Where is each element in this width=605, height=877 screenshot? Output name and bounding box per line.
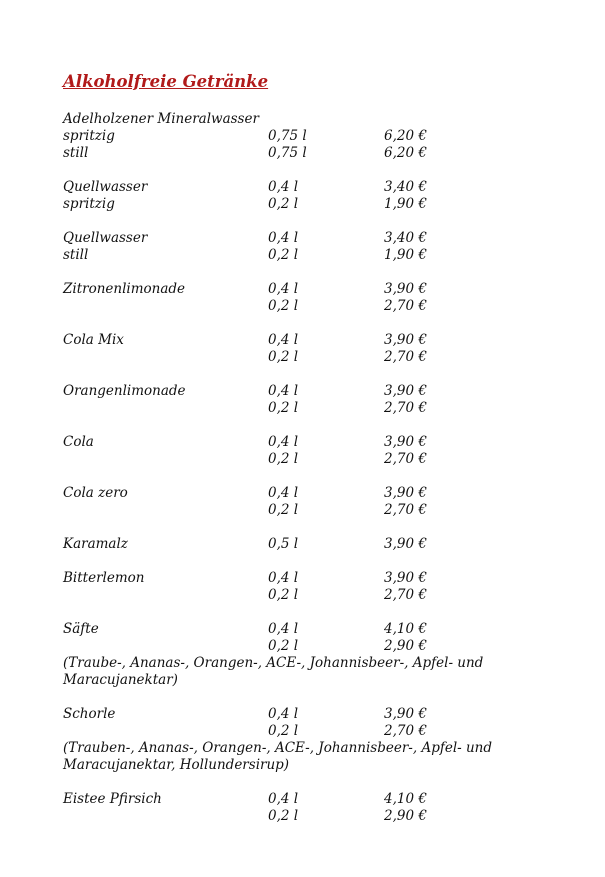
drink-volume: 0,4 l [268, 230, 299, 246]
drink-row [63, 145, 583, 162]
drink-row [63, 485, 583, 502]
drink-volume: 0,2 l [268, 451, 299, 467]
drink-row [63, 451, 583, 468]
drink-group [63, 791, 583, 825]
drink-volume: 0,4 l [268, 706, 299, 722]
drink-name: Karamalz [63, 536, 128, 552]
drink-name: Cola Mix [63, 332, 124, 348]
drink-row [63, 230, 583, 247]
drink-price: 2,70 € [384, 400, 427, 416]
drink-row [63, 434, 583, 451]
drink-name: Zitronenlimonade [63, 281, 186, 297]
drink-price: 4,10 € [384, 791, 427, 807]
drink-volume: 0,4 l [268, 383, 299, 399]
drink-volume: 0,2 l [268, 502, 299, 518]
drink-volume: 0,2 l [268, 400, 299, 416]
drink-price: 2,70 € [384, 298, 427, 314]
drink-group [63, 179, 583, 213]
drink-price: 3,90 € [384, 434, 427, 450]
drink-volume: 0,2 l [268, 808, 299, 824]
drink-row [63, 281, 583, 298]
drink-row [63, 587, 583, 604]
drink-row [63, 179, 583, 196]
drink-price: 1,90 € [384, 196, 427, 212]
drink-price: 2,90 € [384, 638, 427, 654]
drink-name: Bitterlemon [63, 570, 145, 586]
drink-name: Orangenlimonade [63, 383, 186, 399]
drink-group-note: (Trauben-, Ananas-, Orangen-, ACE-, Johannisbeer-, Apfel- und Maracujanektar, Hollundersirup) [63, 740, 493, 773]
drink-price: 3,40 € [384, 230, 427, 246]
drink-price: 2,70 € [384, 451, 427, 467]
drink-price: 2,70 € [384, 723, 427, 739]
menu-page [63, 71, 583, 842]
drink-price: 2,70 € [384, 349, 427, 365]
drink-price: 3,90 € [384, 332, 427, 348]
drink-price: 3,90 € [384, 485, 427, 501]
drink-volume: 0,2 l [268, 349, 299, 365]
drink-volume: 0,5 l [268, 536, 299, 552]
drink-volume: 0,75 l [268, 145, 307, 161]
drink-price: 3,40 € [384, 179, 427, 195]
drink-price: 4,10 € [384, 621, 427, 637]
drink-row [63, 349, 583, 366]
drink-group [63, 621, 583, 689]
drink-row [63, 621, 583, 638]
drink-volume: 0,2 l [268, 247, 299, 263]
drink-name: Eistee Pfirsich [63, 791, 162, 807]
drink-row [63, 570, 583, 587]
drink-volume: 0,4 l [268, 485, 299, 501]
drink-name: still [63, 247, 89, 263]
drink-row [63, 706, 583, 723]
drink-volume: 0,2 l [268, 196, 299, 212]
drink-name: Quellwasser [63, 230, 148, 246]
drink-group [63, 111, 583, 162]
drink-row [63, 332, 583, 349]
drink-row [63, 298, 583, 315]
drink-name: Schorle [63, 706, 116, 722]
drink-volume: 0,4 l [268, 434, 299, 450]
drink-volume: 0,4 l [268, 570, 299, 586]
drink-row [63, 791, 583, 808]
drink-volume: 0,75 l [268, 128, 307, 144]
drink-price: 1,90 € [384, 247, 427, 263]
drink-group [63, 706, 583, 774]
page-title: Alkoholfreie Getränke [63, 72, 269, 91]
drink-price: 3,90 € [384, 570, 427, 586]
drink-group [63, 570, 583, 604]
drink-name: spritzig [63, 128, 115, 144]
drink-volume: 0,2 l [268, 298, 299, 314]
drink-price: 3,90 € [384, 706, 427, 722]
drink-group-header: Adelholzener Mineralwasser [63, 111, 259, 127]
drink-row [63, 247, 583, 264]
drink-group [63, 383, 583, 417]
drink-group [63, 281, 583, 315]
drink-name: Quellwasser [63, 179, 148, 195]
drinks-list [63, 111, 583, 825]
drink-row [63, 196, 583, 213]
drink-volume: 0,4 l [268, 281, 299, 297]
drink-volume: 0,2 l [268, 587, 299, 603]
drink-group [63, 485, 583, 519]
drink-group-note: (Traube-, Ananas-, Orangen-, ACE-, Johannisbeer-, Apfel- und Maracujanektar) [63, 655, 484, 688]
drink-name: Cola zero [63, 485, 128, 501]
drink-price: 2,90 € [384, 808, 427, 824]
drink-price: 3,90 € [384, 281, 427, 297]
drink-row [63, 383, 583, 400]
drink-row [63, 536, 583, 553]
drink-row [63, 400, 583, 417]
drink-volume: 0,4 l [268, 791, 299, 807]
drink-volume: 0,2 l [268, 638, 299, 654]
drink-volume: 0,4 l [268, 332, 299, 348]
drink-price: 6,20 € [384, 128, 427, 144]
drink-name: still [63, 145, 89, 161]
drink-row [63, 128, 583, 145]
drink-price: 2,70 € [384, 587, 427, 603]
drink-group [63, 536, 583, 553]
drink-price: 3,90 € [384, 536, 427, 552]
drink-row [63, 502, 583, 519]
drink-group [63, 434, 583, 468]
drink-name: Cola [63, 434, 94, 450]
drink-price: 3,90 € [384, 383, 427, 399]
drink-row [63, 638, 583, 655]
drink-volume: 0,4 l [268, 179, 299, 195]
drink-price: 6,20 € [384, 145, 427, 161]
drink-volume: 0,2 l [268, 723, 299, 739]
drink-group [63, 332, 583, 366]
drink-group [63, 230, 583, 264]
drink-price: 2,70 € [384, 502, 427, 518]
drink-name: spritzig [63, 196, 115, 212]
drink-name: Säfte [63, 621, 99, 637]
drink-volume: 0,4 l [268, 621, 299, 637]
drink-row [63, 723, 583, 740]
drink-row [63, 808, 583, 825]
